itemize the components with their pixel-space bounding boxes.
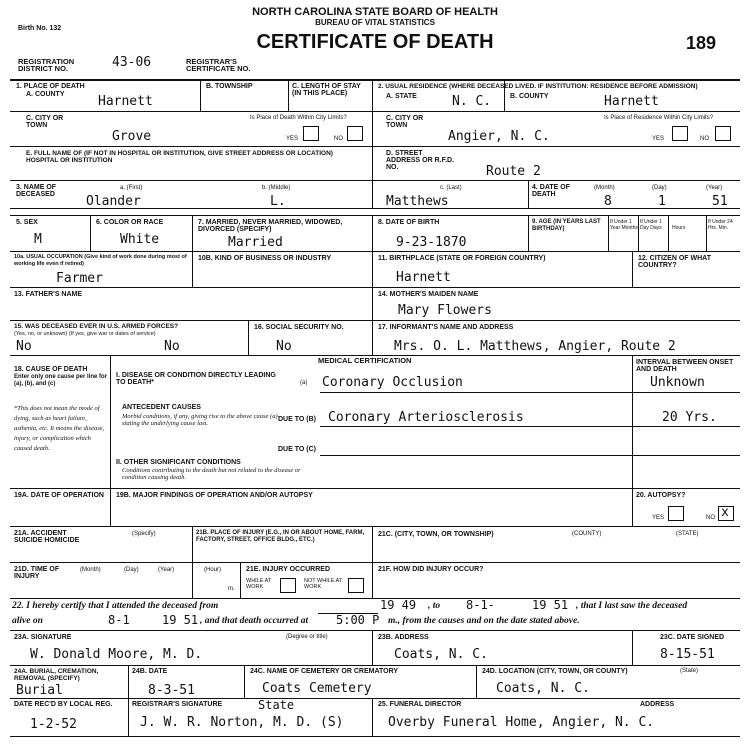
board-heading: NORTH CAROLINA STATE BOARD OF HEALTH [252, 6, 498, 18]
father-label: 13. FATHER'S NAME [14, 291, 83, 298]
year-label: (Year) [706, 185, 723, 191]
birthplace-value: Harnett [396, 270, 451, 285]
armed-value: No [16, 339, 32, 354]
death-yes-label: YES [286, 136, 299, 142]
injury-city-label: 21C. (CITY, TOWN, OR TOWNSHIP) [378, 531, 494, 538]
business-label: 10B. KIND OF BUSINESS OR INDUSTRY [198, 255, 332, 262]
middle-name-label: b. (Middle) [262, 185, 291, 191]
certify-to-label: , to [428, 601, 441, 611]
res-county-label: B. COUNTY [510, 93, 549, 100]
death-city-value: Grove [112, 129, 152, 144]
medical-heading: MEDICAL CERTIFICATION [318, 356, 412, 365]
death-no-label: NO [334, 136, 343, 142]
accident-label: 21A. ACCIDENT SUICIDE HOMICIDE [14, 530, 80, 544]
director-label: 25. FUNERAL DIRECTOR [378, 701, 462, 708]
death-county-label: A. COUNTY [26, 91, 65, 98]
death-day-value: 1 [658, 194, 666, 209]
married-value: Married [228, 235, 283, 250]
hospital-label: E. FULL NAME OF (IF NOT IN HOSPITAL OR INSTITUTION, GIVE STREET ADDRESS OR LOCATION) HOSPITAL OR INSTITUTION [26, 150, 333, 164]
ss-label: 16. SOCIAL SECURITY NO. [254, 324, 344, 331]
injury-time-label: 21D. TIME OF INJURY [14, 566, 60, 580]
location-value: Coats, N. C. [496, 681, 590, 696]
certify-text-2: , that I last saw the deceased [576, 601, 688, 611]
mother-value: Mary Flowers [398, 303, 492, 318]
director-address-label: ADDRESS [640, 701, 675, 708]
last-name-value: Matthews [386, 194, 449, 209]
color-value: White [120, 232, 160, 247]
date-recd-label: DATE REC'D BY LOCAL REG. [14, 701, 113, 708]
res-city-value: Angier, N. C. [448, 129, 550, 144]
res-yes-checkbox[interactable] [672, 126, 688, 141]
res-state-label: A. STATE [386, 93, 417, 100]
accident-specify-label: (Specify) [132, 531, 156, 537]
interval-a-value: Unknown [650, 375, 705, 390]
date-signed-label: 23C. DATE SIGNED [660, 634, 725, 641]
sex-label: 5. SEX [16, 219, 38, 226]
injury-occurred-label: 21E. INJURY OCCURRED [246, 566, 331, 573]
cause-sub-label: Enter only one cause per line for (a), (b), and (c) [14, 374, 108, 387]
death-month-value: 8 [604, 194, 612, 209]
address-label: 23B. ADDRESS [378, 634, 429, 641]
first-name-label: a. (First) [120, 185, 143, 191]
reg-district-value: 43-06 [112, 55, 152, 70]
while-work-checkbox[interactable] [280, 578, 296, 593]
res-no-label: NO [700, 136, 709, 142]
death-city-label: C. CITY OR TOWN [26, 115, 64, 129]
armed-sub-label: (Yes, no, or unknown) (If yes, give war or dates of service) [14, 331, 156, 337]
not-work-checkbox[interactable] [348, 578, 364, 593]
informant-value: Mrs. O. L. Matthews, Angier, Route 2 [394, 339, 676, 354]
date-recd-value: 1-2-52 [30, 717, 77, 732]
burial-date-value: 8-3-51 [148, 683, 195, 698]
certify-alive-label: alive on [12, 616, 43, 626]
cemetery-value: Coats Cemetery [262, 681, 372, 696]
res-within-limits-label: Is Place of Residence Within City Limits? [604, 115, 714, 121]
director-value: Overby Funeral Home, Angier, N. C. [388, 715, 655, 730]
name-label: 3. NAME OF DECEASED [16, 184, 57, 198]
autopsy-yes-checkbox[interactable] [668, 506, 684, 521]
age-months-label: If Under 1 Year Months [610, 219, 638, 231]
registrar-state-value: State [258, 698, 295, 712]
injury-month-label: (Month) [80, 567, 101, 573]
length-stay-label: C. LENGTH OF STAY (IN THIS PLACE) [292, 83, 361, 97]
informant-label: 17. INFORMANT'S NAME AND ADDRESS [378, 324, 514, 331]
degree-label: (Degree or title) [286, 634, 328, 640]
registrar-cert-label: REGISTRAR'S CERTIFICATE NO. [186, 57, 251, 73]
residence-label: 2. USUAL RESIDENCE (WHERE DECEASED LIVED. IF INSTITUTION: RESIDENCE BEFORE ADMISSION) [378, 83, 698, 90]
certify-from-year: 19 49 [380, 598, 417, 612]
cause-label: 18. CAUSE OF DEATH [14, 366, 88, 373]
birth-value: 9-23-1870 [396, 235, 467, 250]
married-label: 7. MARRIED, NEVER MARRIED, WIDOWED, DIVORCED (SPECIFY) [198, 219, 343, 233]
death-no-checkbox[interactable] [347, 126, 363, 141]
age-hours-label: Hours [672, 225, 686, 231]
month-label: (Month) [594, 185, 615, 191]
cemetery-label: 24C. NAME OF CEMETERY OR CREMATORY [250, 668, 399, 675]
injury-state-label: (STATE) [676, 531, 699, 537]
armed-label: 15. WAS DECEASED EVER IN U.S. ARMED FORCES? [14, 323, 179, 330]
part1-label: I. DISEASE OR CONDITION DIRECTLY LEADING TO DEATH* [116, 372, 276, 386]
certify-text-3: m., from the causes and on the date stated above. [388, 616, 580, 626]
location-state-label: (State) [680, 668, 699, 674]
color-label: 6. COLOR OR RACE [96, 219, 164, 226]
first-name-value: Olander [86, 194, 141, 209]
due-b-label: DUE TO (B) [278, 416, 316, 423]
while-work-label: WHILE AT WORK [246, 578, 272, 590]
occupation-value: Farmer [56, 271, 103, 286]
occupation-label: 10a. USUAL OCCUPATION (Give kind of work done during most of working life even if retired) [14, 254, 187, 267]
sex-value: M [34, 232, 42, 247]
certify-text-1: 22. I hereby certify that I attended the deceased from [12, 601, 219, 611]
autopsy-label: 20. AUTOPSY? [636, 492, 686, 499]
reg-district-label: REGISTRATION DISTRICT NO. [18, 57, 75, 73]
death-yes-checkbox[interactable] [303, 126, 319, 141]
age-days-label: If Under 1 Day Days [640, 219, 662, 231]
due-c-label: DUE TO (C) [278, 446, 316, 453]
street-value: Route 2 [486, 164, 541, 179]
date-signed-value: 8-15-51 [660, 647, 715, 662]
certify-time-value: 5:00 P [336, 613, 380, 627]
autopsy-no-mark-icon: x [721, 505, 729, 520]
injury-county-label: (COUNTY) [572, 531, 602, 537]
operation-label: 19A. DATE OF OPERATION [14, 492, 104, 499]
armed-war-value: No [164, 339, 180, 354]
death-county-value: Harnett [98, 94, 153, 109]
middle-name-value: L. [270, 194, 286, 209]
birth-label: 8. DATE OF BIRTH [378, 219, 440, 226]
certify-alive-date: 8-1 [108, 613, 130, 627]
mother-label: 14. MOTHER'S MAIDEN NAME [378, 291, 479, 298]
cause-b-value: Coronary Arteriosclerosis [328, 410, 524, 425]
age-label: 9. AGE (IN YEARS LAST BIRTHDAY) [532, 219, 601, 232]
res-county-value: Harnett [604, 94, 659, 109]
cause-a-label: (a) [300, 380, 308, 386]
registrar-label: REGISTRAR'S SIGNATURE [132, 701, 223, 708]
burial-date-label: 24B. DATE [132, 668, 168, 675]
day-label: (Day) [652, 185, 667, 191]
injury-how-label: 21F. HOW DID INJURY OCCUR? [378, 566, 484, 573]
birthplace-label: 11. BIRTHPLACE (STATE OR FOREIGN COUNTRY) [378, 255, 546, 262]
page-number: 189 [686, 33, 717, 53]
last-name-label: c. (Last) [440, 185, 462, 191]
birth-number: Birth No. 132 [18, 25, 62, 32]
findings-label: 19B. MAJOR FINDINGS OF OPERATION AND/OR AUTOPSY [116, 492, 313, 499]
signature-label: 23A. SIGNATURE [14, 634, 72, 641]
citizen-label: 12. CITIZEN OF WHAT COUNTRY? [638, 255, 711, 269]
ss-value: No [276, 339, 292, 354]
certify-occurred-label: , and that death occurred at [200, 616, 309, 626]
autopsy-no-checkbox[interactable] [718, 506, 734, 521]
injury-day-label: (Day) [124, 567, 139, 573]
age-min-label: If Under 24 Hrs. Min. [708, 219, 733, 231]
injury-year-label: (Year) [158, 567, 175, 573]
res-city-label: C. CITY OR TOWN [386, 115, 424, 129]
date-death-label: 4. DATE OF DEATH [532, 184, 570, 198]
registrar-value: J. W. R. Norton, M. D. (S) [140, 715, 344, 730]
burial-label: 24A. BURIAL, CREMATION, REMOVAL (SPECIFY) [14, 668, 99, 682]
cause-note: *This does not mean the mode of dying, such as heart failure, asthenia, etc. It means the disease, injury, or complication which caused death. [14, 405, 105, 452]
antecedent-label: ANTECEDENT CAUSES [122, 404, 201, 411]
certify-to-year: 19 51 [532, 598, 569, 612]
cause-a-value: Coronary Occlusion [322, 375, 463, 390]
autopsy-yes-label: YES [652, 515, 665, 521]
injury-m-label: m. [228, 586, 235, 592]
antecedent-sub: Morbid conditions, if any, giving rise to the above cause (a) stating the underlying cause last. [122, 413, 278, 427]
res-no-checkbox[interactable] [715, 126, 731, 141]
res-yes-label: YES [652, 136, 665, 142]
death-year-value: 51 [712, 194, 728, 209]
part2-sub: Conditions contributing to the death but not related to the disease or condition causing death. [122, 467, 301, 481]
injury-place-label: 21B. PLACE OF INJURY (E.G., IN OR ABOUT HOME, FARM, FACTORY, STREET, OFFICE BLDG., ETC.) [196, 530, 365, 543]
signature-value: W. Donald Moore, M. D. [30, 647, 203, 662]
interval-b-value: 20 Yrs. [662, 410, 717, 425]
certify-alive-year: 19 51 [162, 613, 199, 627]
interval-label: INTERVAL BETWEEN ONSET AND DEATH [636, 359, 734, 373]
death-within-limits-label: Is Place of Death Within City Limits? [250, 115, 347, 121]
not-work-label: NOT WHILE AT WORK [304, 578, 343, 590]
street-label: D. STREET ADDRESS OR R.F.D. NO. [386, 150, 455, 171]
res-state-value: N. C. [452, 94, 492, 109]
place-of-death-label: 1. PLACE OF DEATH [16, 83, 85, 90]
injury-hour-label: (Hour) [204, 567, 222, 573]
bureau-heading: BUREAU OF VITAL STATISTICS [315, 18, 435, 27]
location-label: 24D. LOCATION (CITY, TOWN, OR COUNTY) [482, 668, 628, 675]
certificate-title: CERTIFICATE OF DEATH [256, 31, 494, 53]
autopsy-no-label: NO [706, 515, 715, 521]
part2-label: II. OTHER SIGNIFICANT CONDITIONS [116, 459, 241, 466]
burial-value: Burial [16, 683, 63, 698]
certify-to-date: 8-1- [466, 598, 495, 612]
township-label: B. TOWNSHIP [206, 83, 253, 90]
address-value: Coats, N. C. [394, 647, 488, 662]
